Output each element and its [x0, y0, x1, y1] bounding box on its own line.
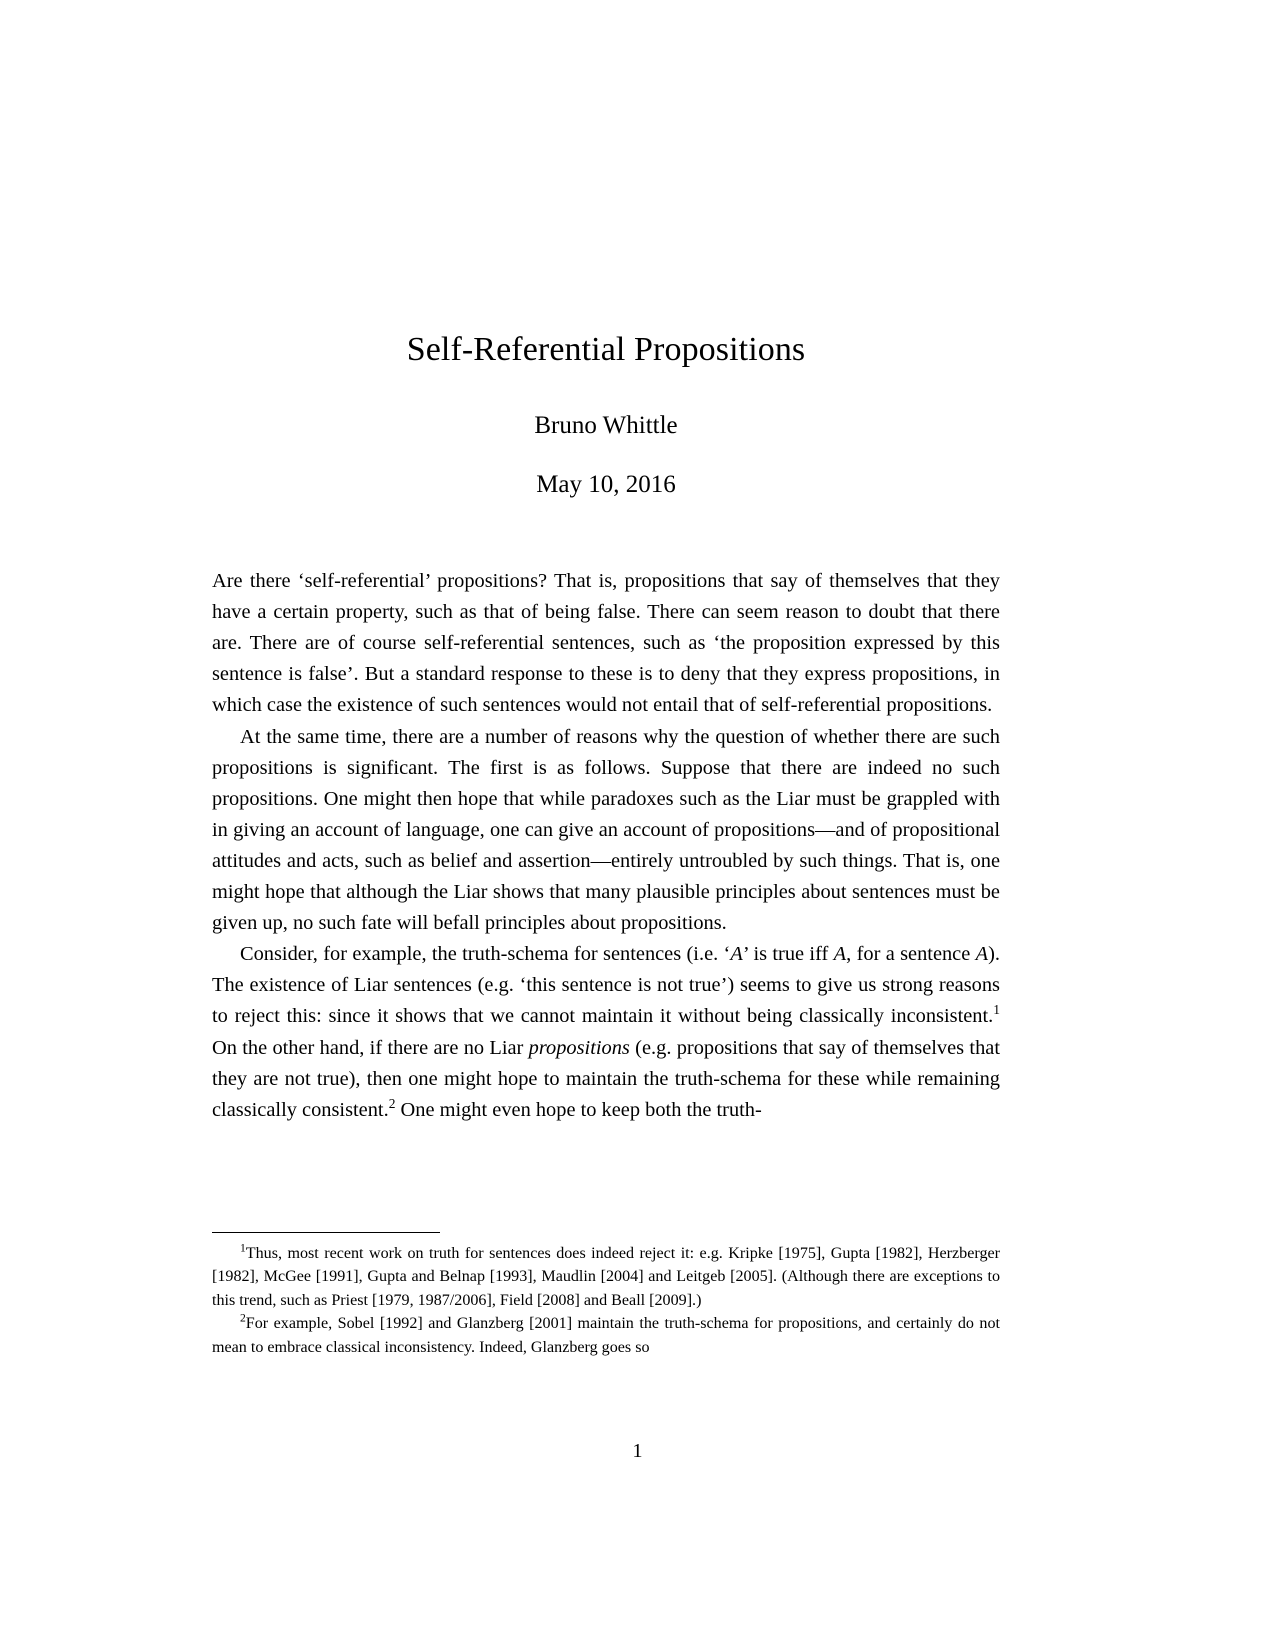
paragraph-3-segment: ’ is true iff: [742, 943, 834, 966]
footnote-reference-1[interactable]: 1: [993, 1002, 1000, 1018]
footnote-2-text: For example, Sobel [1992] and Glanzberg [2001] maintain the truth-schema for propositions, and certainly do not mean to embrace classical inconsistency. Indeed, Glanzberg goes so: [212, 1315, 1000, 1356]
page-number: 1: [632, 1440, 643, 1462]
paragraph-3-segment: One might even hope to keep both the truth-: [395, 1098, 762, 1121]
footnote-1-text: Thus, most recent work on truth for sentences does indeed reject it: e.g. Kripke [1975], Gupta [1982], Herzberger [1982], McGee [1991], Gupta and Belnap [1993], Maudlin [2004] and Leitgeb [2005]. (Although there are exceptions to this trend, such as Priest [1979, 1987/2006], Field [2008] and Beall [2009].): [212, 1245, 1000, 1309]
paragraph-3-segment: ). The existence of Liar sentences (e.g. ‘this sentence is not true’) seems to give us strong reasons to reject this: since it shows that we cannot maintain it without being classically inconsistent.: [212, 943, 1000, 1028]
footnote-reference-2[interactable]: 2: [388, 1095, 396, 1111]
italic-variable-a: A: [833, 943, 847, 966]
body-text: [212, 500, 1000, 1126]
footnote-2-marker: 2: [240, 1311, 246, 1325]
italic-variable-a: A: [730, 943, 743, 966]
paragraph-3-segment: On the other hand, if there are no Liar: [212, 1036, 529, 1059]
page-title: Self-Referential Propositions: [406, 331, 806, 368]
publication-date: May 10, 2016: [536, 471, 676, 499]
footnote-list: [212, 1242, 1000, 1359]
page-content: [212, 0, 1000, 1126]
title-block: [212, 0, 1000, 500]
footnote-area: [212, 1232, 1000, 1359]
paragraph-3-segment: (e.g. propositions that say of themselves that they are not true), then one might hope to maintain the truth-schema for these while remaining classically consistent.: [212, 1036, 1000, 1121]
italic-variable-a: A: [975, 943, 989, 966]
paragraph-3-segment: Consider, for example, the truth-schema for sentences (i.e. ‘: [240, 943, 731, 966]
footnote-separator-rule: [212, 1232, 440, 1233]
footnote-1-marker: 1: [240, 1241, 246, 1255]
footnote-1: [212, 1242, 1000, 1312]
paragraph-3: [212, 939, 1000, 1126]
paragraph-2: At the same time, there are a number of reasons why the question of whether there are such propositions is significant. The first is as follows. Suppose that there are indeed no such propositions. One might then hope that while paradoxes such as the Liar must be grappled with in giving an account of language, one can give an account of propositions—and of propositional attitudes and acts, such as belief and assertion—entirely untroubled by such things. That is, one might hope that although the Liar shows that many plausible principles about sentences must be given up, no such fate will befall principles about propositions.: [212, 725, 1000, 935]
paragraph-3-segment: , for a sentence: [846, 943, 976, 966]
footnote-2: [212, 1312, 1000, 1359]
author-name: Bruno Whittle: [534, 412, 678, 440]
paragraph-1: Are there ‘self-referential’ propositions? That is, propositions that say of themselves that they have a certain property, such as that of being false. There can seem reason to doubt that there are. There are of course self-referential sentences, such as ‘the proposition expressed by this sentence is false’. But a standard response to these is to deny that they express propositions, in which case the existence of such sentences would not entail that of self-referential propositions.: [212, 570, 1000, 717]
italic-term-propositions: propositions: [528, 1036, 630, 1059]
